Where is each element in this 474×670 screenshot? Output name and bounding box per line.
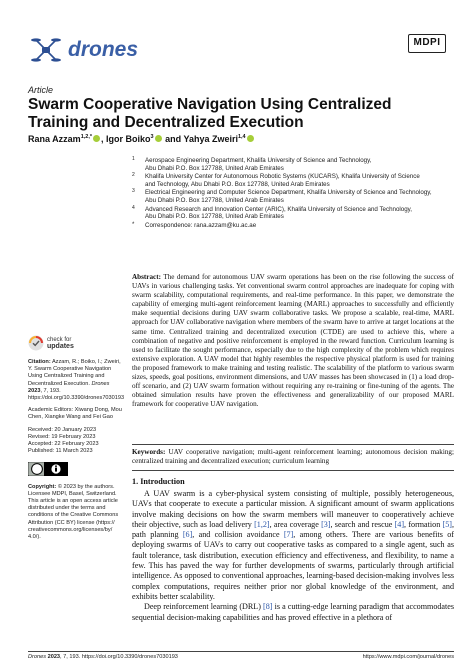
correspondence xyxy=(132,222,452,230)
affiliation-number: 1 xyxy=(132,156,135,162)
affiliation-line: Abu Dhabi P.O. Box 127788, United Arab Emirates xyxy=(145,213,284,221)
intro-paragraph xyxy=(132,602,454,623)
article-title: Swarm Cooperative Navigation Using Centralized Training and Decentralized Execution xyxy=(28,96,392,131)
copyright-block xyxy=(28,484,124,542)
cc-by-license-icon[interactable] xyxy=(28,462,68,476)
citation-text: Azzam, R.; Boiko, I.; Zweiri, Y. Swarm Cooperative Navigation Using Centralized Training and Decentralized Execution. xyxy=(28,359,121,387)
citation-block xyxy=(28,359,124,402)
affiliation-number: 3 xyxy=(132,188,135,195)
affiliation-item xyxy=(132,157,452,172)
author-name[interactable]: Yahya Zweiri xyxy=(183,134,238,144)
citation-doi[interactable]: , 7, 193. https://doi.org/10.3390/drones7030193 xyxy=(28,387,125,402)
correspondence-email[interactable]: Correspondence: rana.azzam@ku.ac.ae xyxy=(145,221,257,229)
citation-label: Citation: xyxy=(28,359,51,365)
keywords-divider-bottom xyxy=(132,470,454,471)
journal-name: drones xyxy=(68,38,139,61)
correspondence-marker: * xyxy=(132,221,135,228)
author-list xyxy=(28,134,448,144)
intro-text: , among others. There are various benefits of deploying swarms of UAVs to carry out cooperative tasks as compared to a single agent, such as fault tolerance, task distribution, execution efficiency and effectiveness, and flexibility, to name a few. This has paved the way for further developments of swarms, particularly through artificial intelligence. As opposed to conventional approaches, learning-based decision-making involves less complex computations, requires neither prior nor global knowledge of the environment, and exhibits better scalability. xyxy=(132,530,454,601)
introduction-body xyxy=(132,489,454,623)
footer-doi[interactable]: , 7, 193. https://doi.org/10.3390/drones7030193 xyxy=(60,654,178,660)
article-sidebar xyxy=(28,335,124,546)
date-accepted: Accepted: 22 February 2023 xyxy=(28,441,99,448)
intro-text: is a cutting-edge learning paradigm that accommodates sequential decision-making capabilities and has proved effective in a plethora of xyxy=(132,602,454,622)
affiliation-line: and Technology, Abu Dhabi P.O. Box 127788, United Arab Emirates xyxy=(145,180,330,188)
citation-link[interactable]: [6] xyxy=(182,530,193,540)
author-affil-sup: 1,4 xyxy=(237,134,246,140)
drone-logo-icon xyxy=(28,32,64,68)
affiliation-item xyxy=(132,173,452,188)
publication-dates xyxy=(28,427,124,456)
date-revised: Revised: 19 February 2023 xyxy=(28,433,96,440)
copyright-label: Copyright: xyxy=(28,483,57,490)
affiliation-line: Khalifa University Center for Autonomous Robotic Systems (KUCARS), Khalifa University of Science xyxy=(145,173,420,181)
affiliation-line: Electrical Engineering and Computer Science Department, Khalifa University of Science and Technology, xyxy=(145,189,432,197)
author-name[interactable]: Igor Boiko xyxy=(106,134,151,144)
author-separator: and xyxy=(162,134,184,144)
citation-link[interactable]: [1,2] xyxy=(254,519,270,529)
article-type: Article xyxy=(28,85,54,95)
citation-link[interactable]: [5] xyxy=(442,519,452,529)
date-received: Received: 20 January 2023 xyxy=(28,426,97,433)
intro-text: A UAV swarm is a cyber-physical system consisting of multiple, possibly heterogeneous, UAVs that cooperate to execute a particular mission. A significant amount of swarm applications involve making decisions on how the swarm members will maneuver to cooperatively achieve their objective, such as load delivery xyxy=(132,489,454,529)
keywords-text: UAV cooperative navigation; multi-agent reinforcement learning; autonomous decision making; centralized training and decentralized execution; curriculum learning xyxy=(132,448,454,466)
keywords xyxy=(132,448,454,466)
intro-text: , area coverage xyxy=(269,519,322,529)
author-separator: , xyxy=(101,134,107,144)
affiliation-line: Abu Dhabi P.O. Box 127788, United Arab Emirates xyxy=(145,196,284,204)
intro-text: , path planning xyxy=(132,519,454,540)
affiliation-item xyxy=(132,189,452,204)
abstract-label: Abstract: xyxy=(132,273,161,281)
affiliation-number: 2 xyxy=(132,172,135,179)
citation-link[interactable]: [4] xyxy=(394,519,405,529)
intro-text: , formation xyxy=(404,519,443,529)
footer-divider xyxy=(28,651,454,652)
check-for-updates-button[interactable] xyxy=(28,335,124,355)
keywords-divider-top xyxy=(132,444,454,445)
orcid-icon[interactable] xyxy=(247,135,254,142)
affiliations xyxy=(132,157,452,230)
citation-journal: Drones xyxy=(91,380,110,387)
intro-text: , and collision avoidance xyxy=(192,530,284,540)
intro-text: , search and rescue xyxy=(330,519,395,529)
affiliation-line: Abu Dhabi P.O. Box 127788, United Arab Emirates xyxy=(145,164,284,172)
author-name[interactable]: Rana Azzam xyxy=(28,134,81,144)
keywords-label: Keywords: xyxy=(132,448,166,456)
check-updates-icon xyxy=(28,335,44,351)
check-updates-label xyxy=(47,337,74,350)
affiliation-line: Aerospace Engineering Department, Khalifa University of Science and Technology, xyxy=(145,157,372,164)
academic-editors: Academic Editors: Xiwang Dong, Mou Chen, Xiangke Wang and Fei Gao xyxy=(28,407,122,421)
author-affil-sup: 1,2,* xyxy=(80,134,93,140)
citation-link[interactable]: [7] xyxy=(283,530,294,540)
journal-header xyxy=(28,28,446,68)
citation-link[interactable]: [8] xyxy=(263,602,273,612)
orcid-icon[interactable] xyxy=(155,135,162,142)
abstract-text: The demand for autonomous UAV swarm operations has been on the rise following the success of UAVs in various challenging tasks. Yet conventional swarm control approaches are inadequate for coping with swarm scalability, computational requirements, and real-time performance. In this paper, we demonstrate the capability of emerging multi-agent reinforcement learning (MARL) approaches to successfully and efficiently make sequential decisions during UAV swarm collaborative tasks. We propose a scalable, real-time, MARL approach for UAV collaborative navigation where members of the swarm have to arrive at target locations at the same time. Centralized training and decentralized execution (CTDE) are used to achieve this, where a combination of negative and positive reinforcement is employed in the reward function. Curriculum learning is used to facilitate the sought performance, especially due to the high complexity of the problem which requires extensive exploration. A UAV model that highly resembles the respective physical platform is used for training the proposed framework to make training and testing realistic. The scalability of the platform to various swarm sizes, speeds, goal positions, environment dimensions, and UAV masses has been showcased in (1) a load drop-off scenario, and (2) UAV swarm formation without requiring any re-training or fine-tuning of the agents. The obtained simulation results have proven the effectiveness and generalizability of our proposed MARL framework for cooperative UAV navigation. xyxy=(132,273,454,409)
footer-journal-url[interactable]: https://www.mdpi.com/journal/drones xyxy=(362,654,454,660)
check-updates-line: updates xyxy=(47,342,74,350)
citation-year: 2023 xyxy=(28,387,41,394)
affiliation-line: Advanced Research and Innovation Center (ARIC), Khalifa University of Science and Technology, xyxy=(145,205,413,213)
intro-paragraph xyxy=(132,489,454,602)
check-updates-line: check for xyxy=(47,337,72,343)
footer-year: 2023 xyxy=(46,654,61,660)
citation-link[interactable]: [3] xyxy=(321,519,331,529)
affiliation-item xyxy=(132,206,452,221)
mdpi-logo-text: MDPI xyxy=(413,37,441,48)
abstract xyxy=(132,273,454,409)
section-heading: 1. Introduction xyxy=(132,477,185,486)
date-published: Published: 11 March 2023 xyxy=(28,448,93,455)
mdpi-logo xyxy=(408,34,446,64)
footer-journal: Drones xyxy=(28,654,47,660)
affiliation-number: 4 xyxy=(132,204,135,211)
copyright-text: © 2023 by the authors. Licensee MDPI, Basel, Switzerland. This article is an open access article distributed under the terms and conditions of the Creative Commons Attribution (CC BY) license (https:// creativecommons.org/licenses/by/ 4.0/). xyxy=(28,483,119,541)
footer-citation xyxy=(28,654,178,660)
author-affil-sup: 3 xyxy=(150,134,154,140)
orcid-icon[interactable] xyxy=(93,135,100,142)
intro-text: Deep reinforcement learning (DRL) xyxy=(144,602,264,612)
